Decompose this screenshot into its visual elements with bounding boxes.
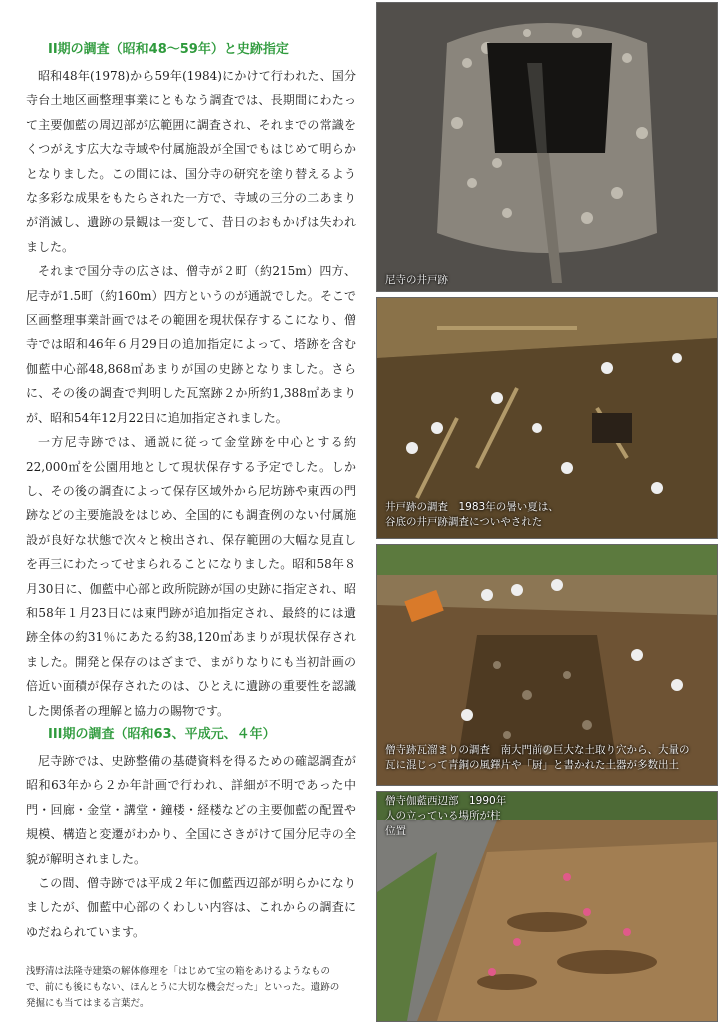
photo-well-excavation: [376, 297, 718, 539]
photo-west-side: [376, 791, 718, 1022]
section-3-paragraph-2: この間、僧寺跡では平成２年に伽藍西辺部が明らかになりましたが、伽藍中心部のくわしい内容は、これからの調査にゆだねられています。: [26, 876, 356, 939]
section-2-paragraph-1: 昭和48年(1978)から59年(1984)にかけて行われた、国分寺台土地区画整理事業にともなう調査では、長期間にわたって主要伽藍の周辺部が広範囲に調査され、それまでの常識をくつがえす広大な寺域や付属施設が全国でもはじめて明らかとなりました。この間には、国分寺の研究を塗り替えるような多彩な成果をもたらされた一方で、寺域の三分の二あまりが消滅し、遺跡の景観は一変して、昔日のおもかげは失われました。: [26, 69, 356, 254]
caption-west-side-line-1: 僧寺伽藍西辺部 1990年: [385, 795, 507, 807]
caption-well-excavation: [385, 500, 559, 530]
caption-tile-deposit: [385, 743, 690, 773]
footnote: 浅野清は法隆寺建築の解体修理を「はじめて宝の箱をあけるようなもので、前にも後にもない、ほんとうに大切な機会だった」といった。遺跡の発掘にも当てはまる言葉だ。: [26, 966, 340, 1009]
section-2-paragraph-2: それまで国分寺の広さは、僧寺が２町（約215m）四方、尼寺が1.5町（約160m）四方というのが通説でした。そこで区画整理事業計画ではその範囲を現状保存するこになり、僧寺では昭和46年６月29日の追加指定によって、塔跡を含む伽藍中心部48,868㎡あまりが国の史跡となりました。さらに、その後の調査で判明した瓦窯跡２か所約1,388㎡あまりが、昭和54年12月22日に追加指定されました。: [26, 264, 356, 425]
caption-well-ruin: 尼寺の井戸跡: [385, 274, 448, 286]
section-2-paragraph-3: 一方尼寺跡では、通説に従って金堂跡を中心とする約22,000㎡を公園用地として現状保存する予定でした。しかし、その後の調査によって保存区域外から尼坊跡や東西の門跡などの主要施設をはじめ、全国的にも調査例のない付属施設が良好な状態で次々と検出され、保存範囲の大幅な見直しを再三にわたってせまられることになりました。昭和58年８月30日に、伽藍中心部と政所院跡が国の史跡に指定され、昭和58年１月23日には東門跡が追加指定され、最終的には遺跡全体の約31％にあたる約38,120㎡あまりが現状保存されました。開発と保存のはざまで、まがりなりにも当初計画の倍近い面積が保存されたのは、ひとえに遺跡の重要性を認識した関係者の理解と協力の賜物です。: [26, 435, 356, 718]
well-ruin-image: [377, 3, 717, 291]
caption-well-excavation-line-1: 井戸跡の調査 1983年の暑い夏は、: [385, 501, 559, 513]
caption-tile-deposit-line-2: 瓦に混じって青銅の風鐸片や「厨」と書かれた土器が多数出土: [385, 759, 679, 771]
caption-west-side: [385, 794, 506, 839]
section-2-heading: II期の調査（昭和48～59年）と史跡指定: [48, 42, 289, 57]
main-text-column: [26, 40, 356, 944]
photo-well-ruin: [376, 2, 718, 292]
section-3-heading: III期の調査（昭和63、平成元、４年）: [48, 726, 276, 742]
caption-well-excavation-line-2: 谷底の井戸跡調査についやされた: [385, 516, 543, 528]
photo-tile-deposit: [376, 544, 718, 786]
section-3-paragraph-1: 尼寺跡では、史跡整備の基礎資料を得るための確認調査が昭和63年から２か年計画で行われ、詳細が不明であった中門・回廊・金堂・講堂・鐘楼・経楼などの主要伽藍の配置や規模、構造と変遷がわかり、全国にさきがけて国分尼寺の全貌が解明されました。: [26, 753, 356, 866]
caption-west-side-line-2: 人の立っている場所が柱: [385, 810, 501, 822]
caption-tile-deposit-line-1: 僧寺跡瓦溜まりの調査 南大門前の巨大な土取り穴から、大量の: [385, 744, 690, 756]
caption-west-side-line-3: 位置: [385, 825, 406, 837]
